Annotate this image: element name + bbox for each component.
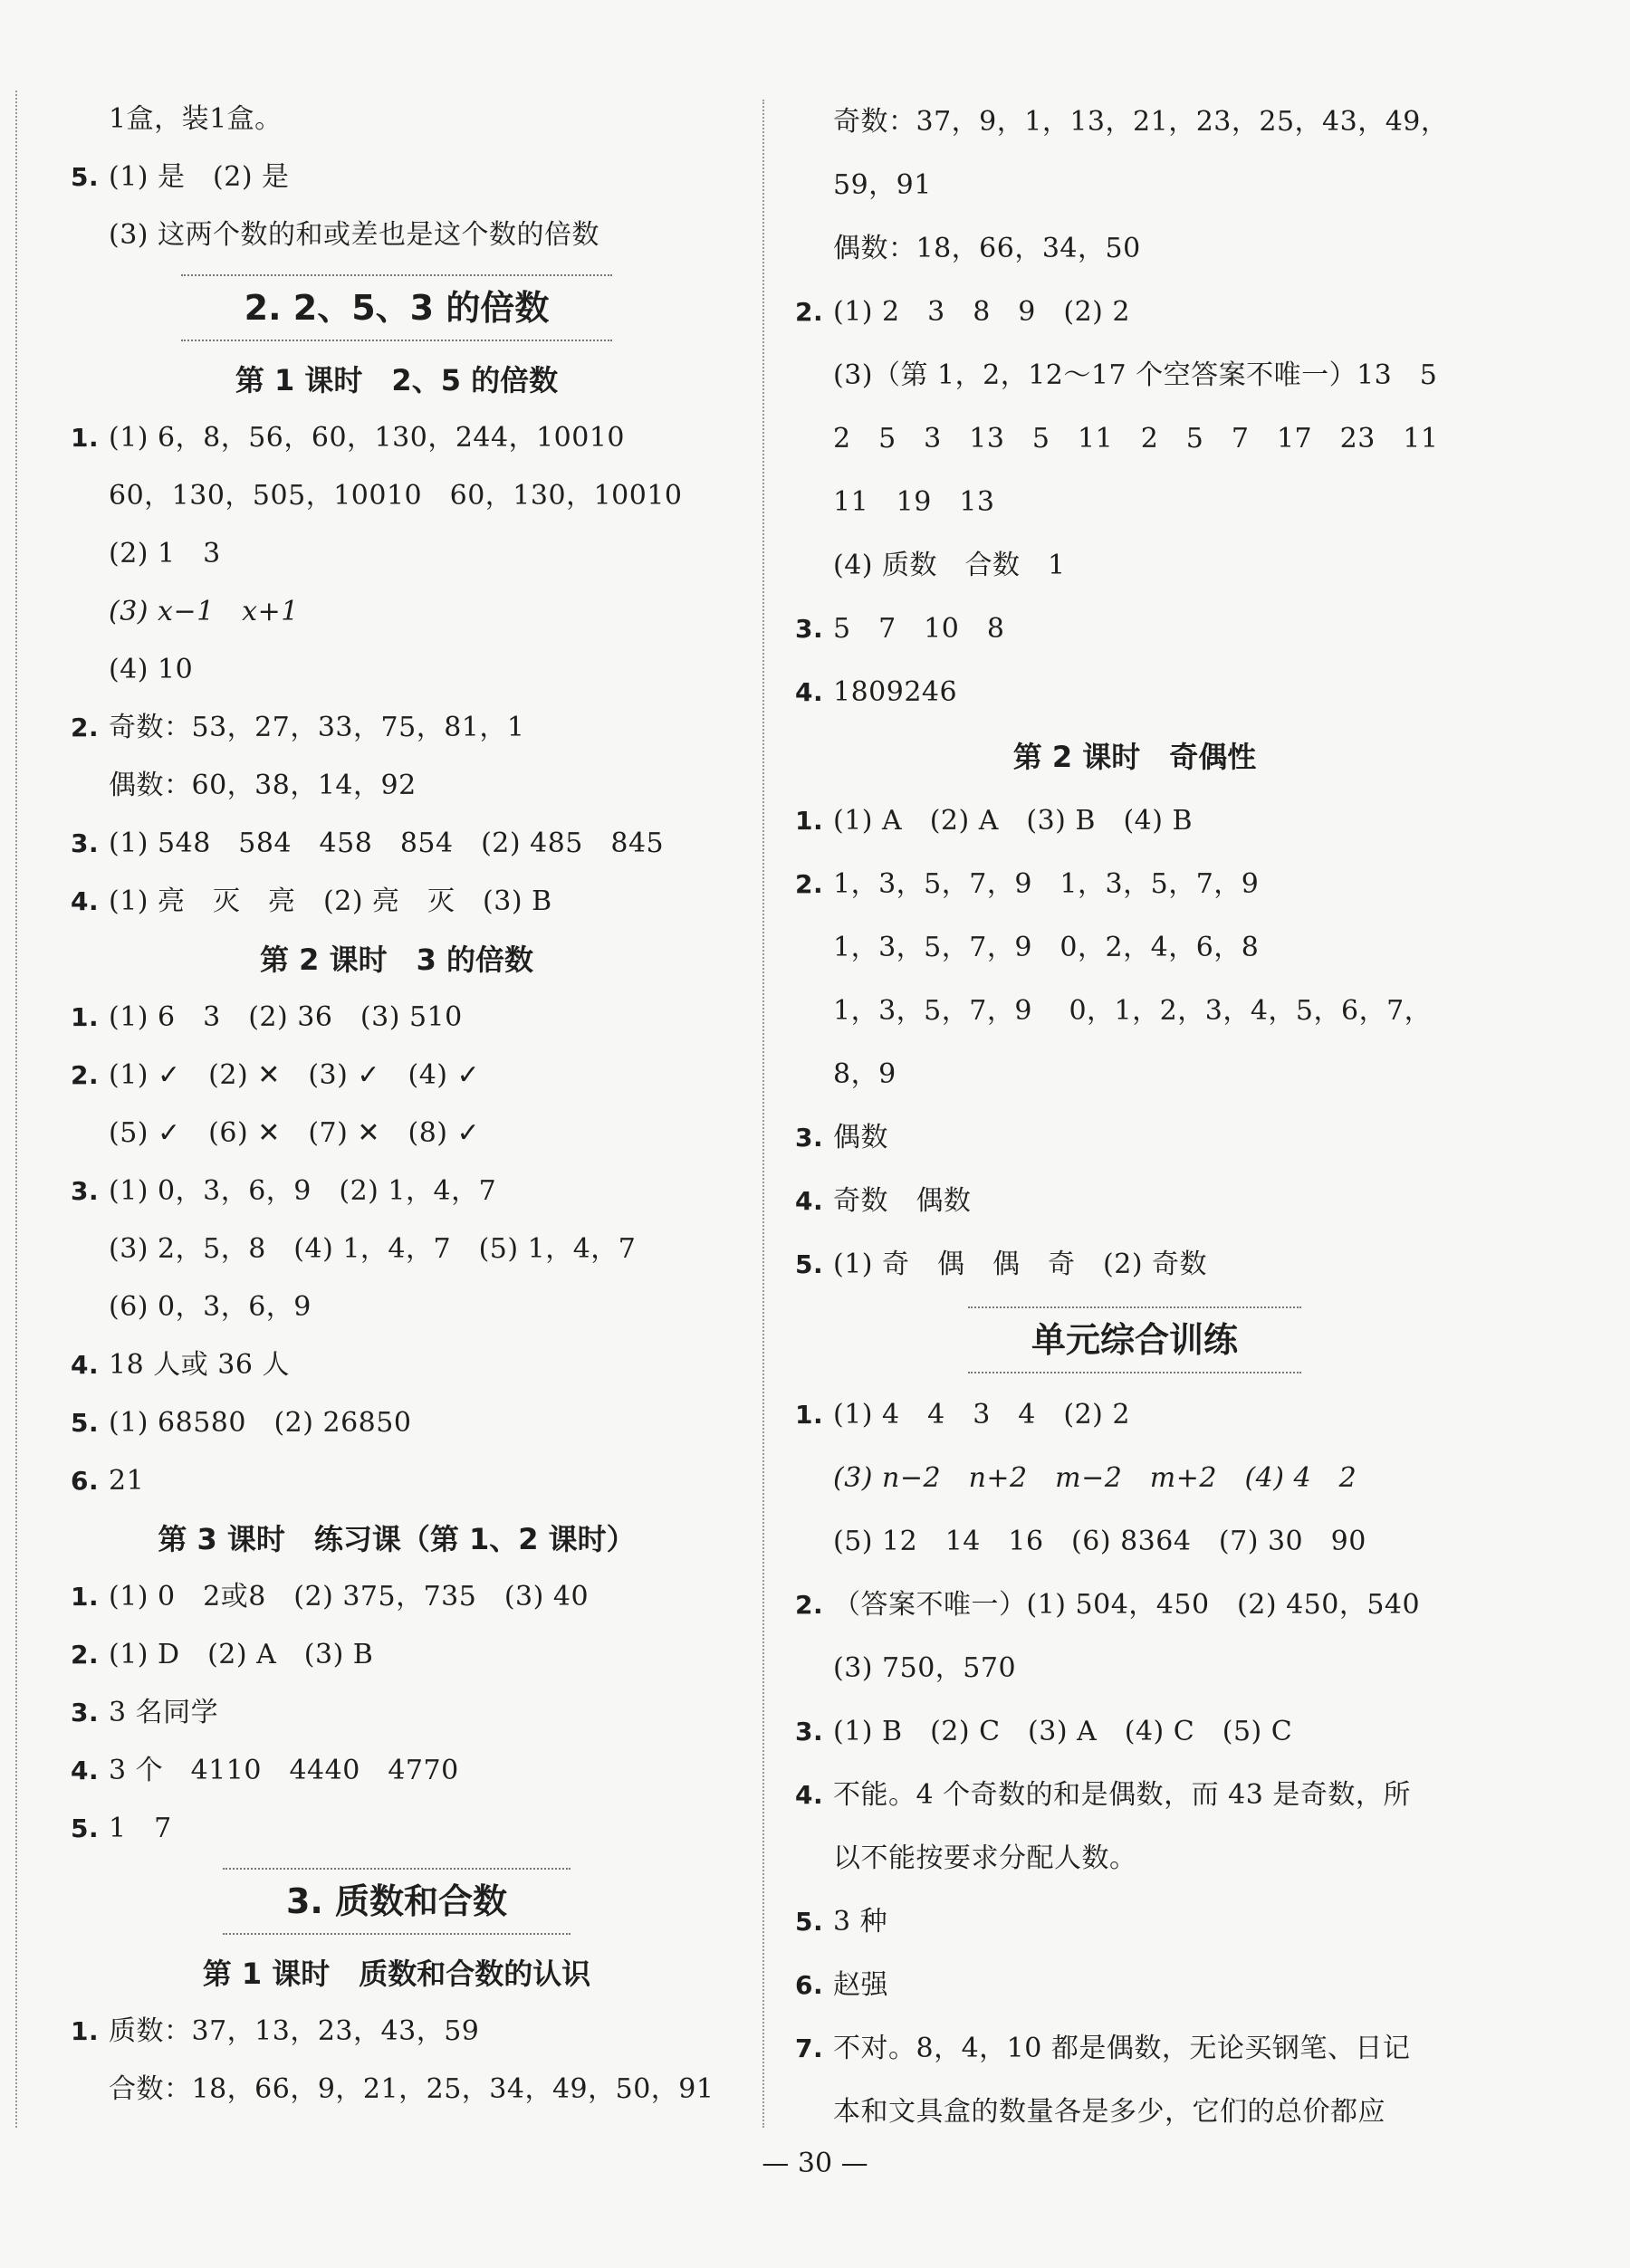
item-number: 5. <box>71 1408 100 1438</box>
answer-item <box>71 1163 723 1220</box>
answer-line: 以不能按要求分配人数。 <box>833 1842 1137 1874</box>
answer-item <box>71 699 723 757</box>
item-number: 1. <box>71 2016 100 2046</box>
item-number: 5. <box>71 1813 100 1843</box>
item-number: 2. <box>795 869 824 899</box>
answer-text: (1) A (2) A (3) B (4) B <box>833 805 1194 837</box>
item-number: 2. <box>71 713 100 742</box>
item-number: 2. <box>795 297 824 327</box>
answer-line: (3)（第 1，2，12～17 个空答案不唯一）13 5 <box>833 359 1438 391</box>
answer-item <box>71 1684 723 1742</box>
answer-item <box>71 815 723 873</box>
answer-item <box>795 598 1474 661</box>
answer-item <box>71 1626 723 1684</box>
answer-text: 奇数 偶数 <box>833 1185 972 1217</box>
item-number: 7. <box>795 2034 824 2063</box>
answer-item <box>795 1954 1474 2017</box>
section-title: 2. 2、5、3 的倍数 <box>71 264 723 351</box>
item-number: 4. <box>71 886 100 916</box>
item-number: 3. <box>71 828 100 858</box>
item-number: 1. <box>795 806 824 836</box>
answer-text: 3 名同学 <box>109 1697 219 1728</box>
answer-line: 11 19 13 <box>833 486 995 518</box>
answer-text: (1) 68580 (2) 26850 <box>109 1407 412 1439</box>
answer-line: (3) n−2 n+2 m−2 m+2 (4) 4 2 <box>833 1462 1357 1494</box>
item-number: 6. <box>71 1466 100 1496</box>
item-number: 4. <box>71 1350 100 1380</box>
answer-item <box>71 2003 723 2061</box>
answer-item <box>71 873 723 931</box>
answer-text: (1) ✓ (2) ✕ (3) ✓ (4) ✓ <box>109 1059 481 1091</box>
answer-text: (1) 0，3，6，9 (2) 1，4，7 <box>109 1175 497 1207</box>
answer-text: (1) 奇 偶 偶 奇 (2) 奇数 <box>833 1249 1208 1280</box>
answer-item <box>71 1452 723 1510</box>
item-number: 2. <box>71 1640 100 1670</box>
answer-item <box>795 1233 1474 1297</box>
answer-item <box>71 1394 723 1452</box>
answer-item <box>795 1574 1474 1637</box>
answer-text: (1) D (2) A (3) B <box>109 1639 374 1670</box>
answer-item <box>795 1383 1474 1447</box>
answer-text: (1) 0 2或8 (2) 375，735 (3) 40 <box>109 1581 590 1612</box>
answer-text: 不对。8，4，10 都是偶数，无论买钢笔、日记 <box>833 2033 1411 2064</box>
answer-line: (4) 质数 合数 1 <box>833 550 1066 581</box>
answer-item <box>795 1106 1474 1170</box>
answer-text: 奇数：53，27，33，75，81，1 <box>109 712 525 743</box>
item-number: 5. <box>795 1907 824 1937</box>
item-number: 4. <box>795 1186 824 1216</box>
answer-line: 奇数：37，9，1，13，21，23，25，43，49， <box>833 106 1449 138</box>
answer-item <box>795 1764 1474 1827</box>
answer-line: (5) ✓ (6) ✕ (7) ✕ (8) ✓ <box>109 1117 481 1149</box>
answer-text: (1) 6 3 (2) 36 (3) 510 <box>109 1001 463 1033</box>
left-column <box>71 91 723 2119</box>
item-number: 1. <box>71 1002 100 1032</box>
lesson-title: 第 1 课时 质数和合数的认识 <box>202 1957 591 1991</box>
item-number: 1. <box>71 423 100 453</box>
item-number: 5. <box>71 162 100 192</box>
answer-text: 1809246 <box>833 676 958 708</box>
answer-item <box>795 789 1474 853</box>
item-number: 3. <box>71 1698 100 1727</box>
answer-line: 1，3，5，7，9 0，2，4，6，8 <box>833 932 1260 963</box>
answer-line: 偶数：60，38，14，92 <box>109 770 417 801</box>
answer-item <box>71 1568 723 1626</box>
answer-item <box>795 1170 1474 1233</box>
lesson-title: 第 3 课时 练习课（第 1、2 课时） <box>158 1522 636 1556</box>
answer-line: 偶数：18，66，34，50 <box>833 233 1141 264</box>
answer-line: 本和文具盒的数量各是多少，它们的总价都应 <box>833 2096 1386 2128</box>
right-column <box>795 91 1474 2144</box>
section-title: 单元综合训练 <box>795 1297 1474 1383</box>
answer-text: 3 种 <box>833 1906 888 1938</box>
item-number: 5. <box>795 1249 824 1279</box>
answer-line: 1，3，5，7，9 0，1，2，3，4，5，6，7， <box>833 995 1433 1027</box>
item-number: 2. <box>795 1590 824 1620</box>
answer-text: (1) 是 (2) 是 <box>109 161 290 193</box>
answer-item <box>71 989 723 1047</box>
answer-text: （答案不唯一）(1) 504，450 (2) 450，540 <box>833 1589 1421 1621</box>
item-number: 3. <box>795 1123 824 1153</box>
answer-line: (3) 750，570 <box>833 1652 1017 1684</box>
answer-text: 偶数 <box>833 1122 888 1153</box>
item-number: 6. <box>795 1970 824 2000</box>
answer-line: 2 5 3 13 5 11 2 5 7 17 23 11 <box>833 423 1439 455</box>
lesson-title: 第 2 课时 奇偶性 <box>1012 740 1257 774</box>
answer-line: (3) 2，5，8 (4) 1，4，7 (5) 1，4，7 <box>109 1233 637 1265</box>
answer-text: (1) 548 584 458 854 (2) 485 845 <box>109 828 665 859</box>
answer-line: (3) 这两个数的和或差也是这个数的倍数 <box>109 219 600 251</box>
answer-line: (4) 10 <box>109 654 194 685</box>
answer-text: 不能。4 个奇数的和是偶数，而 43 是奇数，所 <box>833 1779 1411 1811</box>
answer-line: (3) x−1 x+1 <box>109 596 299 627</box>
item-number: 4. <box>795 677 824 707</box>
answer-item <box>795 853 1474 916</box>
item-number: 4. <box>71 1756 100 1785</box>
column-divider <box>762 100 764 2128</box>
answer-text: (1) 6，8，56，60，130，244，10010 <box>109 422 626 454</box>
answer-item <box>795 1700 1474 1764</box>
item-number: 3. <box>795 614 824 644</box>
answer-line: 8，9 <box>833 1058 896 1090</box>
answer-text: 质数：37，13，23，43，59 <box>109 2015 480 2047</box>
item-number: 1. <box>71 1582 100 1612</box>
answer-line: 合数：18，66，9，21，25，34，49，50，91 <box>109 2073 714 2105</box>
item-number: 3. <box>71 1176 100 1206</box>
answer-text: 3 个 4110 4440 4770 <box>109 1755 459 1786</box>
answer-text: (1) 亮 灭 亮 (2) 亮 灭 (3) B <box>109 885 552 917</box>
answer-text: 1 7 <box>109 1813 172 1844</box>
left-margin-rule <box>15 91 17 2128</box>
answer-line: (2) 1 3 <box>109 538 221 569</box>
item-number: 3. <box>795 1717 824 1746</box>
answer-text: (1) B (2) C (3) A (4) C (5) C <box>833 1716 1293 1747</box>
answer-item <box>795 2017 1474 2081</box>
answer-item <box>795 281 1474 344</box>
answer-item <box>795 661 1474 724</box>
answer-line: (5) 12 14 16 (6) 8364 (7) 30 90 <box>833 1526 1366 1557</box>
answer-item <box>71 148 723 206</box>
answer-text: 18 人或 36 人 <box>109 1349 290 1381</box>
answer-item <box>71 1742 723 1800</box>
item-number: 4. <box>795 1780 824 1810</box>
item-number: 1. <box>795 1400 824 1430</box>
lesson-title: 第 1 课时 2、5 的倍数 <box>235 363 559 397</box>
answer-item <box>71 1336 723 1394</box>
answer-text: (1) 4 4 3 4 (2) 2 <box>833 1399 1130 1431</box>
answer-line: 60，130，505，10010 60，130，10010 <box>109 480 683 512</box>
answer-line: (6) 0，3，6，9 <box>109 1291 312 1323</box>
page-number: — 30 — <box>762 2148 868 2179</box>
answer-item <box>71 409 723 467</box>
answer-text: 5 7 10 8 <box>833 613 1005 645</box>
lesson-title: 第 2 课时 3 的倍数 <box>260 943 533 977</box>
answer-text: 1，3，5，7，9 1，3，5，7，9 <box>833 868 1260 900</box>
section-title: 3. 质数和合数 <box>71 1858 723 1945</box>
answer-item <box>71 1047 723 1105</box>
answer-text: 21 <box>109 1465 145 1497</box>
answer-line: 1盒，装1盒。 <box>109 103 283 135</box>
answer-text: (1) 2 3 8 9 (2) 2 <box>833 296 1130 328</box>
answer-item <box>71 1800 723 1858</box>
answer-line: 59，91 <box>833 169 932 201</box>
answer-text: 赵强 <box>833 1969 888 2001</box>
item-number: 2. <box>71 1060 100 1090</box>
answer-item <box>795 1890 1474 1954</box>
